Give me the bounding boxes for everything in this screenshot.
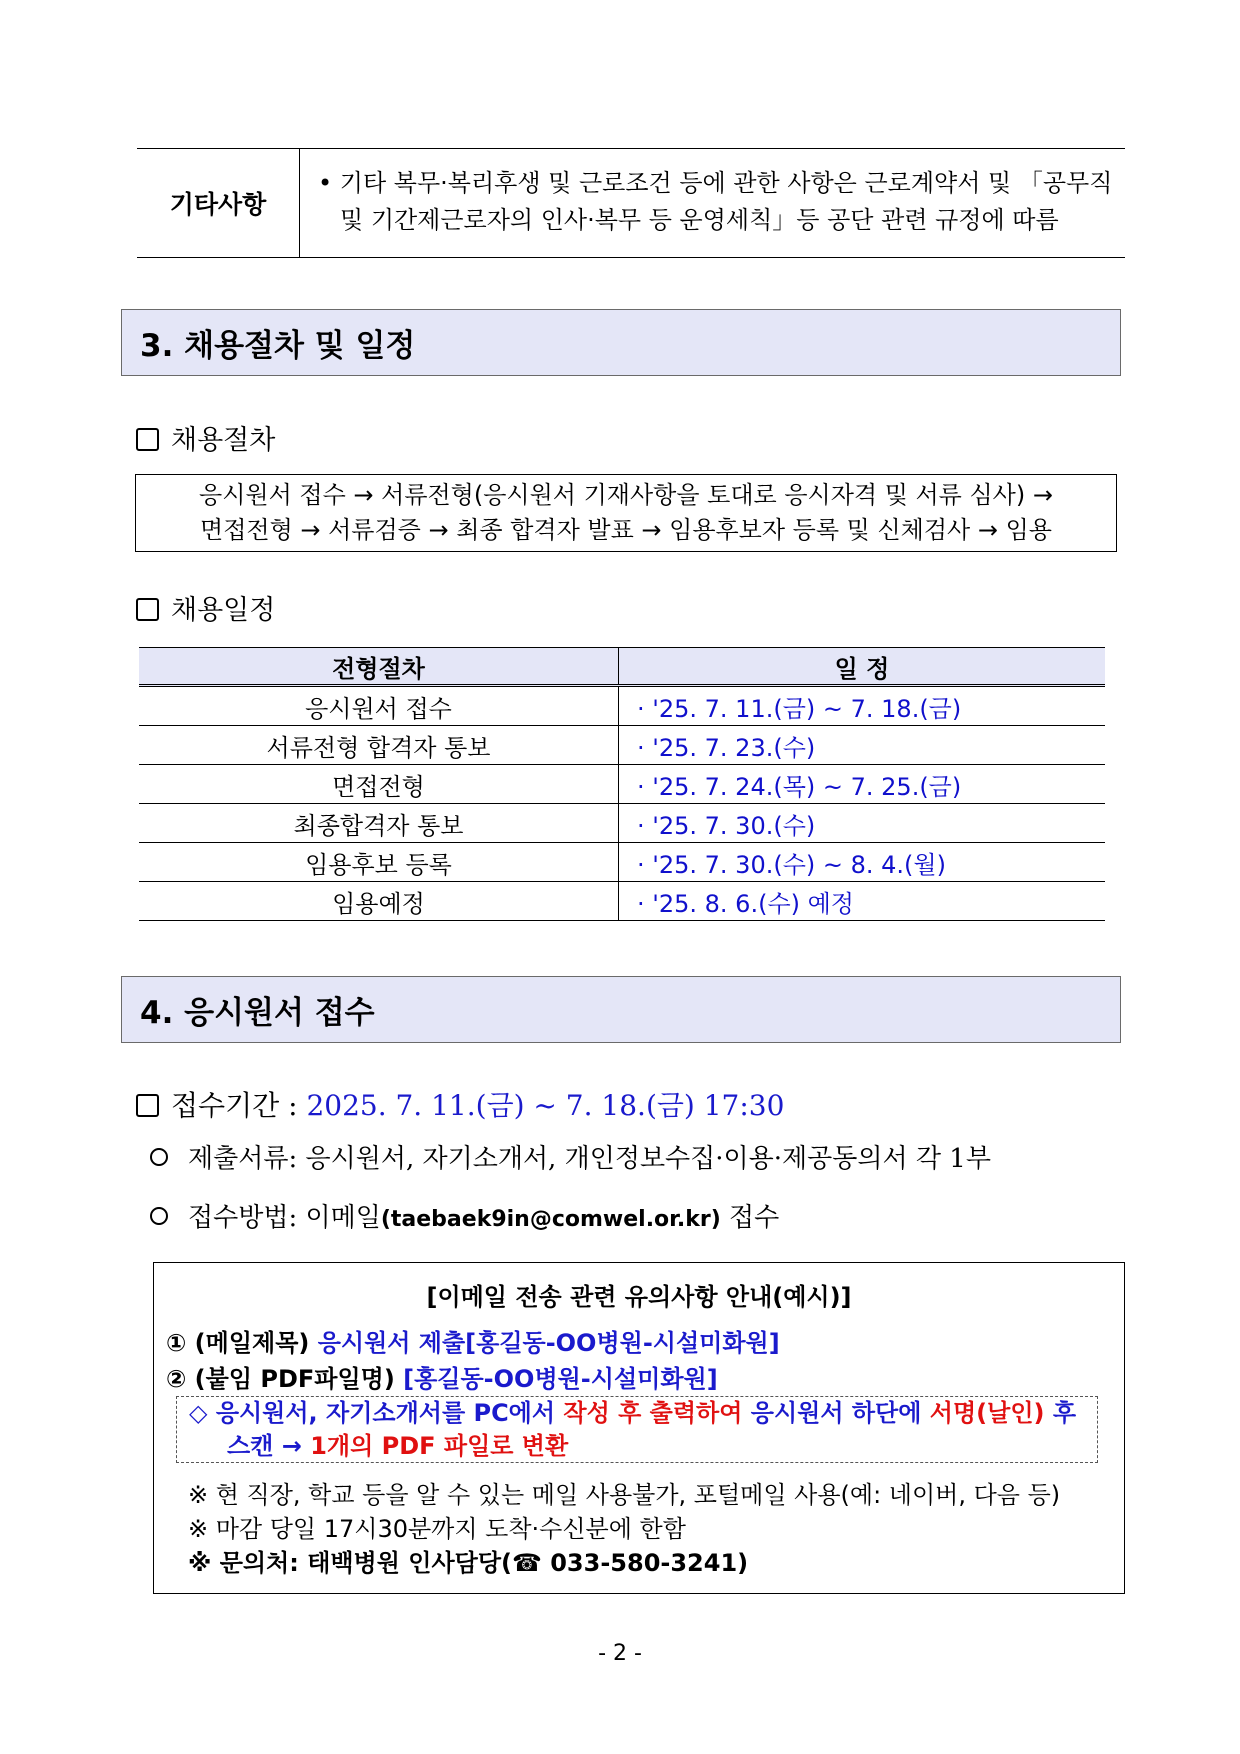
circle-bullet-icon xyxy=(150,1148,168,1166)
method-email: (taebaek9in@comwel.or.kr) xyxy=(380,1207,721,1232)
email-notice-title: [이메일 전송 관련 유의사항 안내(예시)] xyxy=(426,1283,852,1311)
schedule-table xyxy=(139,647,1105,921)
procedure-box xyxy=(135,474,1117,552)
procedure-line-1: 응시원서 접수 → 서류전형(응시원서 기재사항을 토대로 응시자격 및 서류 심사) → xyxy=(199,481,1053,509)
schedule-date: · '25. 7. 11.(금) ~ 7. 18.(금) xyxy=(619,686,1106,726)
schedule-col-step: 전형절차 xyxy=(139,648,619,686)
email-attach-row: ② (붙임 PDF파일명) [홍길동-OO병원-시설미화원] xyxy=(166,1365,718,1393)
table-row xyxy=(139,686,1105,726)
circle-bullet-icon xyxy=(150,1207,168,1225)
schedule-date: · '25. 7. 24.(목) ~ 7. 25.(금) xyxy=(619,765,1106,804)
table-row xyxy=(139,804,1105,843)
schedule-step: 서류전형 합격자 통보 xyxy=(139,726,619,765)
misc-label: 기타사항 xyxy=(137,149,300,257)
schedule-step: 응시원서 접수 xyxy=(139,686,619,726)
schedule-step: 면접전형 xyxy=(139,765,619,804)
misc-table xyxy=(137,148,1125,258)
table-row xyxy=(139,843,1105,882)
method-prefix: 접수방법: 이메일 xyxy=(188,1203,381,1233)
method-bullet xyxy=(150,1197,779,1234)
documents-text: 제출서류: 응시원서, 자기소개서, 개인정보수집·이용·제공동의서 각 1부 xyxy=(188,1144,991,1174)
checkbox-icon xyxy=(136,428,159,451)
period-value: 2025. 7. 11.(금) ~ 7. 18.(금) 17:30 xyxy=(306,1089,785,1122)
table-row xyxy=(139,765,1105,804)
schedule-step: 임용후보 등록 xyxy=(139,843,619,882)
schedule-col-date: 일 정 xyxy=(619,648,1106,686)
section-4-header: 4. 응시원서 접수 xyxy=(121,976,1121,1043)
procedure-heading: 채용절차 xyxy=(136,418,275,457)
misc-line-1: • 기타 복무·복리후생 및 근로조건 등에 관한 사항은 근로계약서 및 「공무직 xyxy=(318,169,1113,197)
method-suffix: 접수 xyxy=(729,1203,780,1233)
email-notice-box xyxy=(153,1262,1125,1594)
schedule-step: 최종합격자 통보 xyxy=(139,804,619,843)
email-attach-value: [홍길동-OO병원-시설미화원] xyxy=(403,1365,718,1393)
schedule-header-row xyxy=(139,648,1105,686)
documents-bullet xyxy=(150,1138,991,1175)
schedule-step: 임용예정 xyxy=(139,882,619,921)
checkbox-icon xyxy=(136,598,159,621)
schedule-heading: 채용일정 xyxy=(136,588,275,627)
note-contact: ※ 문의처: 태백병원 인사담당(☎ 033-580-3241) xyxy=(188,1549,749,1577)
pdf-notice: ◇ 응시원서, 자기소개서를 PC에서 작성 후 출력하여 응시원서 하단에 서명(날인) 후 스캔 → 1개의 PDF 파일로 변환 xyxy=(176,1396,1098,1463)
schedule-date: · '25. 7. 23.(수) xyxy=(619,726,1106,765)
table-row xyxy=(139,726,1105,765)
period-label: 접수기간 : xyxy=(171,1089,298,1122)
schedule-date: · '25. 8. 6.(수) 예정 xyxy=(619,882,1106,921)
schedule-date: · '25. 7. 30.(수) ~ 8. 4.(월) xyxy=(619,843,1106,882)
procedure-line-2: 면접전형 → 서류검증 → 최종 합격자 발표 → 임용후보자 등록 및 신체검사 → 임용 xyxy=(200,516,1052,544)
note-deadline: ※ 마감 당일 17시30분까지 도착·수신분에 한함 xyxy=(188,1515,686,1543)
schedule-date: · '25. 7. 30.(수) xyxy=(619,804,1106,843)
table-row xyxy=(139,882,1105,921)
page-number: - 2 - xyxy=(598,1641,642,1666)
email-subject-row: ① (메일제목) 응시원서 제출[홍길동-OO병원-시설미화원] xyxy=(166,1329,780,1357)
misc-line-2: 및 기간제근로자의 인사·복무 등 운영세칙」등 공단 관련 규정에 따름 xyxy=(340,206,1059,234)
note-mail-restriction: ※ 현 직장, 학교 등을 알 수 있는 메일 사용불가, 포털메일 사용(예: 네이버, 다음 등) xyxy=(188,1481,1061,1509)
application-period xyxy=(136,1084,784,1124)
misc-content xyxy=(300,149,1125,257)
section-3-header: 3. 채용절차 및 일정 xyxy=(121,309,1121,376)
checkbox-icon xyxy=(136,1094,159,1117)
email-subject-value: 응시원서 제출[홍길동-OO병원-시설미화원] xyxy=(317,1329,780,1357)
